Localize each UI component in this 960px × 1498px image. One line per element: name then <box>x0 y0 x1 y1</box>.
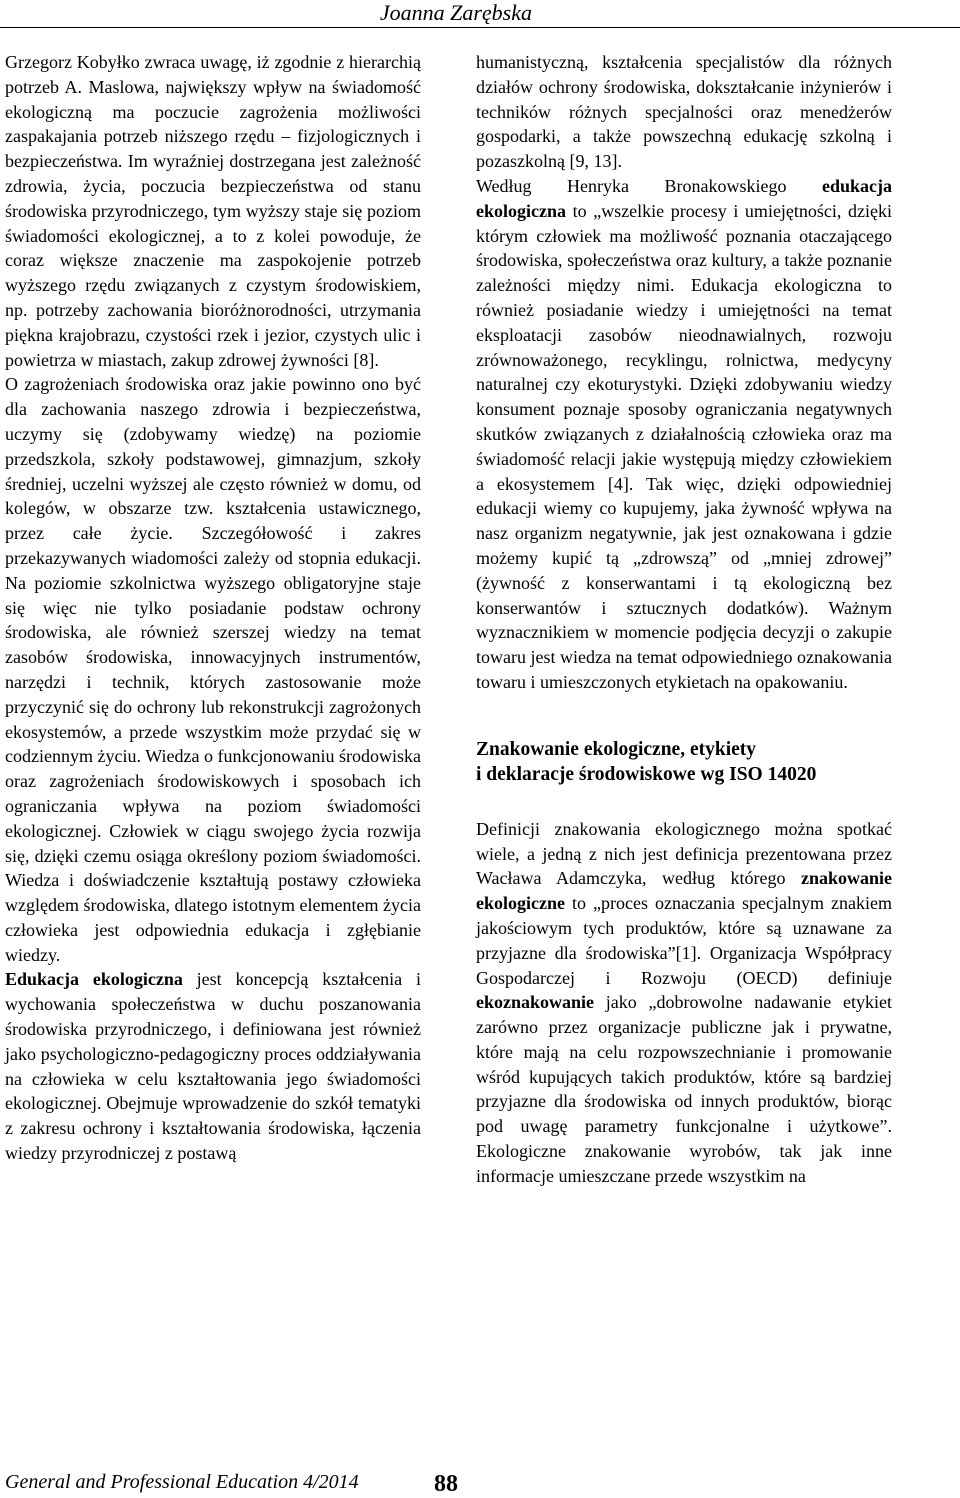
right-column <box>476 50 892 1189</box>
left-column <box>5 50 421 1166</box>
right-paragraph-2-text: to „wszelkie procesy i umiejętności, dzięki którym człowiek ma możliwość poznania otaczającego środowiska, społeczeństwa oraz kultury, a także poznanie zależności między nimi. Edukacja ekologiczna to również posiadanie wiedzy i umiejętności na temat eksploatacji zasobów nieodnawialnych, rozwoju zrównoważonego, recyklingu, rolnictwa, medycyny naturalnej czy ekoturystyki. Dzięki zdobywaniu wiedzy konsument poznaje sposoby ograniczania negatywnych skutków związanych z działalnością człowieka oraz ma świadomość relacji jakie występują między człowiekiem a ekosystemem [4]. Tak więc, dzięki odpowiedniej edukacji wiemy co kupujemy, jaka żywność wpływa na nasz organizm negatywnie, jak jest oznakowana i gdzie możemy kupić tą „zdrowszą” od „mniej zdrowej” (żywność z konserwantami i tą ekologiczną bez konserwantów i sztucznych dodatków). Ważnym wyznacznikiem w momencie podjęcia decyzji o zakupie towaru jest wiedza na temat odpowiedniego oznakowania towaru i umieszczonych etykietach na opakowaniu. <box>476 200 892 692</box>
section-title-line-1: Znakowanie ekologiczne, etykiety <box>476 738 757 760</box>
left-paragraph-1: Grzegorz Kobyłko zwraca uwagę, iż zgodnie z hierarchią potrzeb A. Maslowa, największy wpływ na świadomość ekologiczną ma poczucie zagrożenia możliwości zaspakajania potrzeb niższego rzędu – fizjologicznych i bezpieczeństwa. Im wyraźniej dostrzegana jest zależność zdrowia, życia, poczucia bezpieczeństwa od stanu środowiska przyrodniczego, tym wyższy staje się poziom świadomości ekologicznej, a to z kolei powoduje, że coraz większe znaczenie ma zaspokojenie potrzeb wyższego rzędu związanych z czystym środowiskiem, np. potrzeby zachowania bioróżnorodności, utrzymania piękna krajobrazu, czystości rzek i jezior, czystych ulic i powietrza w miastach, zakup zdrowej żywności [8]. <box>5 52 421 370</box>
right-paragraph-2-intro: Według Henryka Bronakowskiego <box>476 175 822 196</box>
section-title-line-2: i deklaracje środowiskowe wg ISO 14020 <box>476 763 817 785</box>
term-ekoznakowanie: ekoznakowanie <box>476 992 595 1013</box>
term-edukacja-ekologiczna-2: edukacja ekologiczna <box>476 175 892 221</box>
right-paragraph-3-intro: Definicji znakowania ekologicznego można spotkać wiele, a jedną z nich jest definicja prezentowana przez Wacława Adamczyka, według którego <box>476 818 892 889</box>
section-title <box>476 737 892 787</box>
right-paragraph-1: humanistyczną, kształcenia specjalistów dla różnych działów ochrony środowiska, dokształcanie inżynierów i techników różnych specjalności oraz menedżerów gospodarki, a także powszechną edukację szkolną i pozaszkolną [9, 13]. <box>476 52 892 172</box>
running-header-author: Joanna Zarębska <box>379 0 532 25</box>
right-paragraph-3 <box>476 817 892 1189</box>
footer-journal-name: General and Professional Education 4/2014 <box>5 1471 359 1493</box>
left-paragraph-3 <box>5 967 421 1165</box>
left-paragraph-2: O zagrożeniach środowiska oraz jakie powinno ono być dla zachowania naszego zdrowia i bezpieczeństwa, uczymy się (zdobywamy wiedzę) na poziomie przedszkola, szkoły podstawowej, gimnazjum, szkoły średniej, uczelni wyższej ale często również w domu, od kolegów, w obszarze tzw. kształcenia ustawicznego, przez całe życie. Szczegółowość i zakres przekazywanych wiadomości zależy od stopnia edukacji. Na poziomie szkolnictwa wyższego obligatoryjne staje się więc nie tylko posiadanie podstaw ochrony środowiska, ale również szerszej wiedzy na temat zasobów środowiska, innowacyjnych instrumentów, narzędzi i technik, których zastosowanie może przyczynić się do ochrony lub rekonstrukcji zagrożonych ekosystemów, a przede wszystkim może przydać się w codziennym życiu. Wiedza o funkcjonowaniu środowiska oraz zagrożeniach środowiskowych i sposobach ich ograniczania wpływa na poziom świadomości ekologicznej. Człowiek w ciągu swojego życia rozwija się, dzięki czemu osiąga określony poziom świadomości. Wiedza i doświadczenie kształtują postawy człowieka względem środowiska, dlatego istotnym elementem życia człowieka jest odpowiednia edukacja i zgłębianie wiedzy. <box>5 374 421 965</box>
left-paragraph-3-text: jest koncepcją kształcenia i wychowania społeczeństwa w duchu poszanowania środowiska przyrodniczego, i definiowana jest również jako psychologiczno-pedagogiczny proces oddziaływania na człowieka w celu kształtowania jego świadomości ekologicznej. Obejmuje wprowadzenie do szkół tematyki z zakresu ochrony i kształtowania środowiska, łączenia wiedzy przyrodniczej z postawą <box>5 969 421 1164</box>
page-number: 88 <box>434 1471 458 1497</box>
header-divider <box>0 27 960 28</box>
right-paragraph-2 <box>476 174 892 695</box>
right-paragraph-3-middle: to „proces oznaczania specjalnym znakiem jakościowym tych produktów, które są uznawane za przyjazne dla środowiska”[1]. Organizacja Współpracy Gospodarczej i Rozwoju (OECD) definiuje <box>476 893 892 988</box>
term-edukacja-ekologiczna: Edukacja ekologiczna <box>5 969 183 990</box>
term-znakowanie-ekologiczne: znakowanie ekologiczne <box>476 868 892 914</box>
right-paragraph-3-end: jako „dobrowolne nadawanie etykiet zarówno przez organizacje publiczne jak i prywatne, które mają na celu rozpowszechnianie i promowanie wśród kupujących takich produktów, które są bardziej przyjazne dla środowiska od innych produktów, biorąc pod uwagę parametry funkcjonalne i użytkowe”. Ekologiczne znakowanie wyrobów, tak jak inne informacje umieszczane przede wszystkim na <box>476 992 892 1186</box>
